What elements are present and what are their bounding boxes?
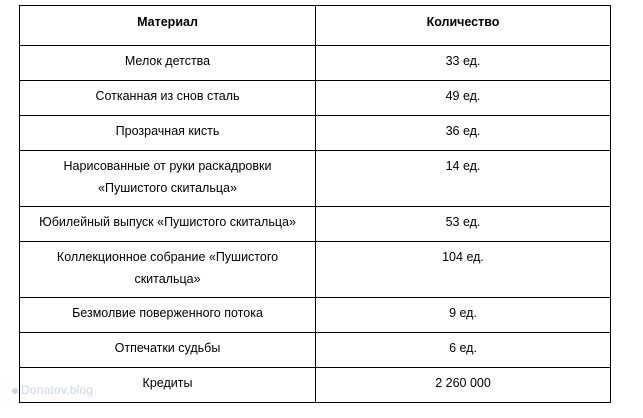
material-line: Нарисованные от руки раскадровки: [63, 159, 272, 173]
table-row: [20, 368, 611, 403]
quantity-cell: 49 ед.: [316, 81, 611, 116]
header-quantity: Количество: [316, 6, 611, 46]
material-cell: Мелок детства: [20, 46, 316, 81]
quantity-cell: 9 ед.: [316, 298, 611, 333]
material-cell: [20, 242, 316, 298]
materials-table-container: [19, 5, 610, 403]
materials-table: [19, 5, 611, 403]
quantity-cell: 2 260 000: [316, 368, 611, 403]
quantity-cell: 53 ед.: [316, 207, 611, 242]
table-row: [20, 46, 611, 81]
material-cell: Безмолвие поверженного потока: [20, 298, 316, 333]
quantity-cell: 104 ед.: [316, 242, 611, 298]
material-cell: Сотканная из снов сталь: [20, 81, 316, 116]
header-material: Материал: [20, 6, 316, 46]
quantity-cell: 33 ед.: [316, 46, 611, 81]
material-cell: Прозрачная кисть: [20, 116, 316, 151]
table-row: [20, 81, 611, 116]
material-cell: Отпечатки судьбы: [20, 333, 316, 368]
watermark-text: Donatov.blog: [21, 383, 94, 397]
table-row: [20, 298, 611, 333]
watermark-dot-icon: [12, 388, 18, 394]
table-row: [20, 207, 611, 242]
quantity-cell: 36 ед.: [316, 116, 611, 151]
watermark: [12, 383, 93, 397]
material-cell: Юбилейный выпуск «Пушистого скитальца»: [20, 207, 316, 242]
table-header-row: [20, 6, 611, 46]
table-row: [20, 242, 611, 298]
material-cell: [20, 151, 316, 207]
table-row: [20, 116, 611, 151]
table-row: [20, 151, 611, 207]
material-cell: Кредиты: [20, 368, 316, 403]
quantity-cell: 14 ед.: [316, 151, 611, 207]
material-line: Коллекционное собрание «Пушистого: [56, 250, 279, 264]
material-line: «Пушистого скитальца»: [98, 181, 237, 195]
material-line: скитальца»: [134, 272, 201, 286]
table-row: [20, 333, 611, 368]
quantity-cell: 6 ед.: [316, 333, 611, 368]
